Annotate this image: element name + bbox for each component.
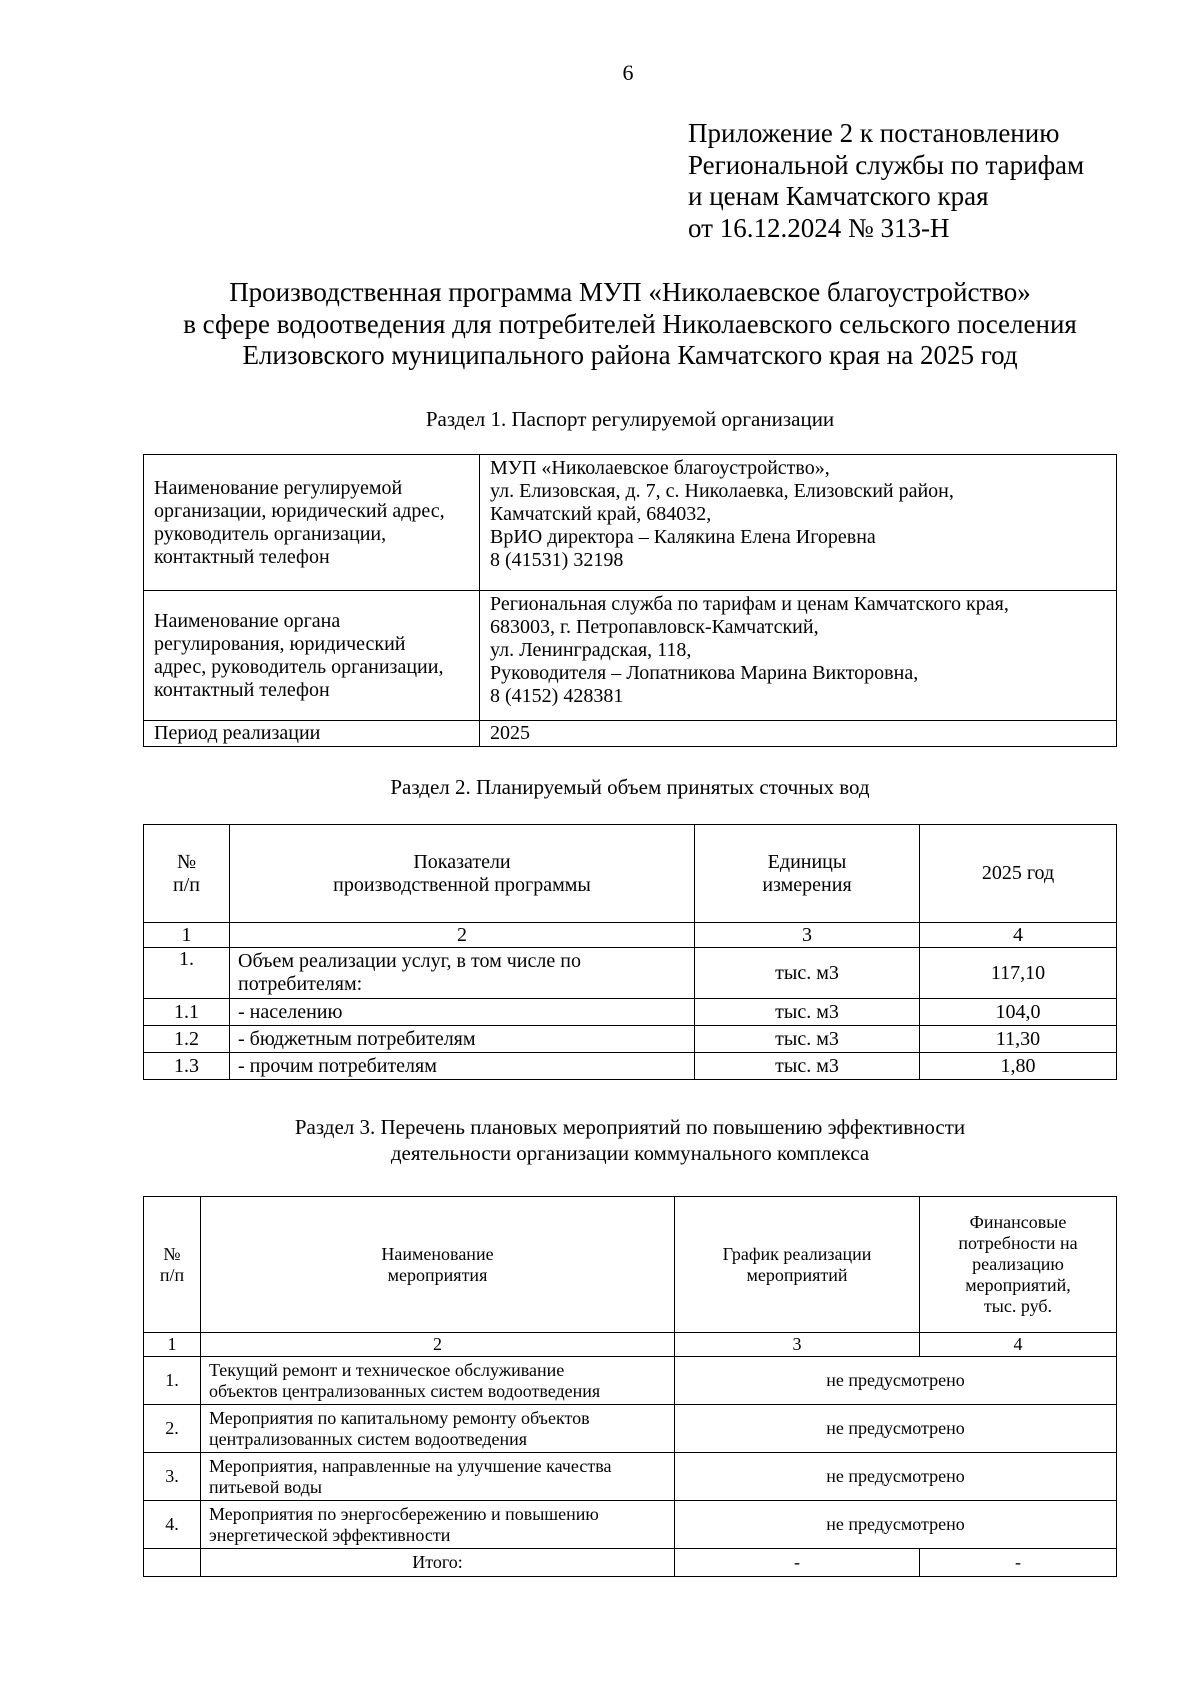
row-num: 4. [144,1501,201,1549]
value-line: МУП «Николаевское благоустройство», [490,457,830,479]
row-name [201,1501,675,1549]
name-line: Объем реализации услуг, в том числе по [238,950,581,972]
column-number-row [144,923,1117,948]
value-line: Камчатский край, 684032, [490,503,712,525]
header-indicator [230,825,695,923]
section3-heading [120,1114,1140,1166]
total-finance: - [920,1549,1117,1577]
header-line: мероприятий, [965,1275,1071,1295]
row-status: не предусмотрено [675,1357,1117,1405]
column-number: 3 [695,923,920,948]
passport-label: Период реализации [144,721,480,747]
column-number: 4 [920,1333,1117,1357]
row-status: не предусмотрено [675,1501,1117,1549]
total-label: Итого: [201,1549,675,1577]
header-line: п/п [173,873,200,896]
header-schedule [675,1197,920,1333]
row-num: 2. [144,1405,201,1453]
row-name [230,948,695,999]
passport-label [144,591,480,721]
header-line: Наименование [381,1243,494,1264]
name-line: питьевой воды [209,1476,322,1497]
header-line: График реализации [722,1243,872,1264]
value-line: 8 (4152) 428381 [490,685,624,707]
header-unit [695,825,920,923]
table-row [144,999,1117,1026]
table-row [144,455,1117,591]
name-line: Мероприятия, направленные на улучшение качества [209,1455,612,1476]
table-row [144,721,1117,747]
row-name: - населению [230,999,695,1026]
heading-line: деятельности организации коммунального комплекса [390,1141,870,1165]
row-num: 1.2 [144,1026,230,1053]
header-year: 2025 год [920,825,1117,923]
row-value: 11,30 [920,1026,1117,1053]
appendix-reference [688,118,1084,244]
name-line: Текущий ремонт и техническое обслуживание [209,1359,565,1380]
row-status: не предусмотрено [675,1453,1117,1501]
row-name: - прочим потребителям [230,1053,695,1080]
volume-table [143,824,1117,1080]
table-row [144,1453,1117,1501]
table-row [144,1053,1117,1080]
passport-table [143,454,1117,747]
row-unit: тыс. м3 [695,1026,920,1053]
header-line: тыс. руб. [983,1296,1053,1316]
passport-value [480,591,1117,721]
document-title [120,277,1140,372]
table-header-row [144,1197,1117,1333]
name-line: потребителям: [238,973,363,995]
measures-table [143,1196,1117,1577]
row-num: 1. [144,948,230,999]
header-line: п/п [159,1264,185,1285]
value-line: ул. Ленинградская, 118, [490,639,692,661]
header-line: измерения [762,873,852,896]
column-number: 1 [144,923,230,948]
header-name [201,1197,675,1333]
row-num: 1. [144,1357,201,1405]
column-number: 2 [230,923,695,948]
label-line: Наименование органа [154,609,341,632]
row-unit: тыс. м3 [695,948,920,999]
appendix-line: Региональной службы по тарифам [688,149,1085,180]
header-finance [920,1197,1117,1333]
column-number: 3 [675,1333,920,1357]
column-number-row [144,1333,1117,1357]
title-line: Елизовского муниципального района Камчатского края на 2025 год [242,340,1018,370]
total-empty [144,1549,201,1577]
value-line: ул. Елизовская, д. 7, с. Николаевка, Елизовский район, [490,480,954,502]
header-line: производственной программы [333,873,591,896]
table-row [144,948,1117,999]
table-header-row [144,825,1117,923]
label-line: контактный телефон [154,545,330,568]
title-line: Производственная программа МУП «Николаевское благоустройство» [229,277,1031,307]
name-line: энергетической эффективности [209,1524,451,1545]
row-name [201,1405,675,1453]
label-line: организации, юридический адрес, [154,499,445,522]
label-line: регулирования, юридический [154,632,406,655]
header-line: потребности на [958,1233,1078,1253]
header-line: мероприятий [746,1264,848,1285]
header-line: № [176,850,197,873]
table-row [144,1501,1117,1549]
total-row [144,1549,1117,1577]
label-line: адрес, руководитель организации, [154,655,444,678]
row-unit: тыс. м3 [695,999,920,1026]
label-line: руководитель организации, [154,522,387,545]
row-num: 3. [144,1453,201,1501]
total-schedule: - [675,1549,920,1577]
table-row [144,591,1117,721]
heading-line: Раздел 3. Перечень плановых мероприятий по повышению эффективности [294,1115,966,1139]
value-line: ВрИО директора – Калякина Елена Игоревна [490,526,876,548]
name-line: Мероприятия по капитальному ремонту объектов [209,1407,590,1428]
passport-label [144,455,480,591]
header-num [144,825,230,923]
row-name: - бюджетным потребителям [230,1026,695,1053]
header-num [144,1197,201,1333]
table-row [144,1357,1117,1405]
value-line: 8 (41531) 32198 [490,549,624,571]
label-line: контактный телефон [154,678,330,701]
value-line: 683003, г. Петропавловск-Камчатский, [490,616,819,638]
row-value: 1,80 [920,1053,1117,1080]
header-line: Финансовые [969,1212,1067,1232]
table-row [144,1026,1117,1053]
row-unit: тыс. м3 [695,1053,920,1080]
header-line: Показатели [413,850,511,873]
row-value: 104,0 [920,999,1117,1026]
column-number: 4 [920,923,1117,948]
passport-value [480,455,1117,591]
label-line: Наименование регулируемой [154,476,403,499]
value-line: Региональная служба по тарифам и ценам Камчатского края, [490,593,1009,615]
header-line: мероприятия [387,1264,488,1285]
column-number: 2 [201,1333,675,1357]
name-line: объектов централизованных систем водоотведения [209,1380,601,1401]
section2-heading: Раздел 2. Планируемый объем принятых сточных вод [390,775,870,799]
row-value: 117,10 [920,948,1117,999]
title-line: в сфере водоотведения для потребителей Николаевского сельского поселения [183,308,1077,339]
appendix-line: от 16.12.2024 № 313-Н [688,212,950,243]
header-line: реализацию [972,1254,1064,1274]
name-line: Мероприятия по энергосбережению и повышению [209,1503,599,1524]
appendix-line: и ценам Камчатского края [688,181,989,211]
row-status: не предусмотрено [675,1405,1117,1453]
column-number: 1 [144,1333,201,1357]
page-number: 6 [622,60,634,85]
row-num: 1.3 [144,1053,230,1080]
header-line: Единицы [767,850,847,873]
value-line: Руководителя – Лопатникова Марина Викторовна, [490,662,919,684]
row-num: 1.1 [144,999,230,1026]
passport-value: 2025 [480,721,1117,747]
appendix-line: Приложение 2 к постановлению [688,118,1060,148]
name-line: централизованных систем водоотведения [209,1428,528,1449]
section1-heading: Раздел 1. Паспорт регулируемой организации [425,407,835,431]
header-line: № [163,1243,181,1264]
row-name [201,1357,675,1405]
row-name [201,1453,675,1501]
table-row [144,1405,1117,1453]
